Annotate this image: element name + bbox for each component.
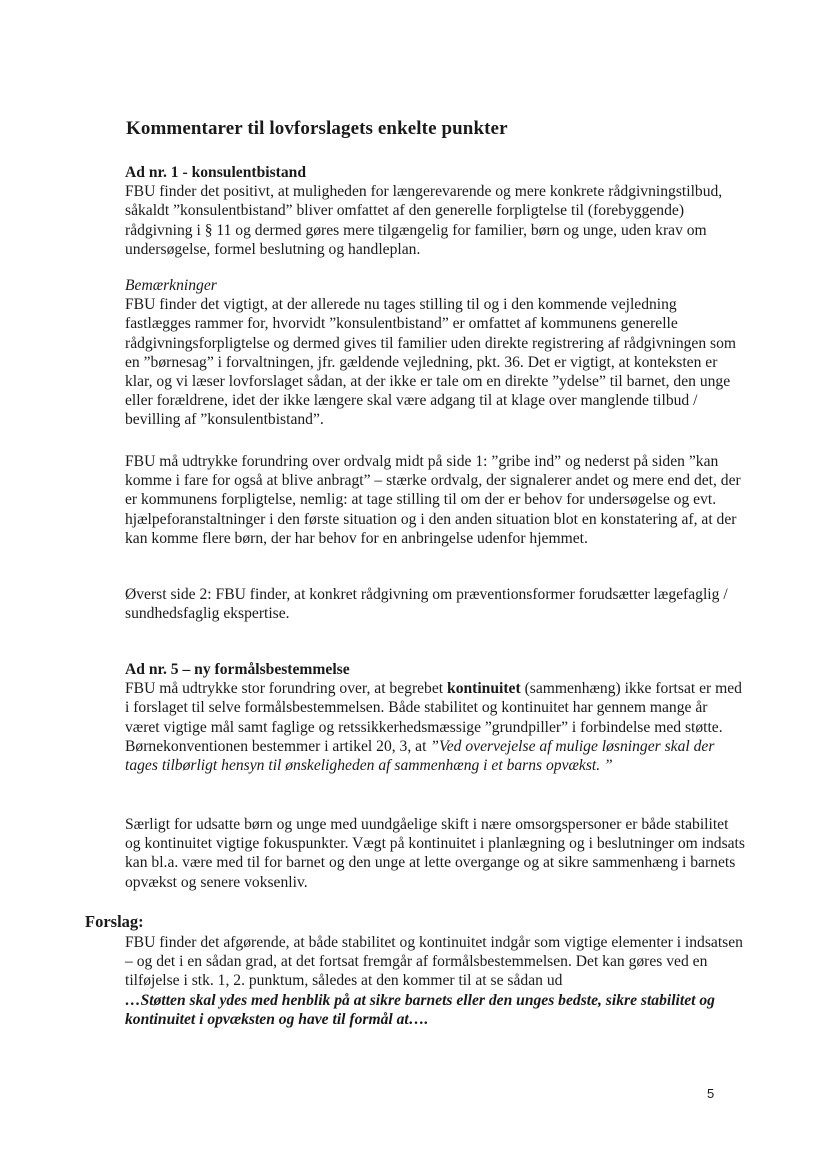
paragraph: Særligt for udsatte børn og unge med uundgåelige skift i nære omsorgspersoner er både stabilitet og kontinuitet vigtige fokuspunkter. Vægt på kontinuitet i planlægning og i beslutninger om indsats kan bl.a. være med til for barnet og den unge at lette overgange og at sikre sammenhæng i barnets opvækst og senere voksenliv. bbox=[125, 816, 745, 891]
emphasis-kontinuitet: kontinuitet bbox=[447, 680, 521, 698]
section-heading: Ad nr. 5 – ny formålsbestemmelse bbox=[125, 661, 350, 678]
stability-block bbox=[125, 815, 745, 892]
text-run: Børnekonventionen bestemmer i artikel 20, 3, at bbox=[125, 737, 431, 755]
remarks-block bbox=[125, 276, 745, 430]
text-run: FBU må udtrykke stor forundring over, at begrebet bbox=[125, 680, 448, 698]
paragraph bbox=[125, 737, 745, 775]
page2-block bbox=[125, 585, 745, 623]
proposal-quote: …Støtten skal ydes med henblik på at sikre barnets eller den unges bedste, sikre stabilitet og kontinuitet i opvæksten og have til formål at…. bbox=[125, 991, 715, 1028]
paragraph bbox=[125, 679, 745, 737]
proposal-heading: Forslag: bbox=[85, 912, 144, 931]
paragraph: Øverst side 2: FBU finder, at konkret rådgivning om præventionsformer forudsætter lægefaglig / sundhedsfaglig ekspertise. bbox=[125, 586, 728, 623]
paragraph: FBU finder det afgørende, at både stabilitet og kontinuitet indgår som vigtige elementer i indsatsen – og det i en sådan grad, at det fortsat fremgår af formålsbestemmelsen. Det kan gøres ved en tilføjelse i stk. 1, 2. punktum, således at den kommer til at se sådan ud bbox=[125, 934, 743, 990]
page-title: Kommentarer til lovforslagets enkelte punkter bbox=[126, 118, 508, 139]
paragraph: FBU må udtrykke forundring over ordvalg midt på side 1: ”gribe ind” og nederst på siden ”kan komme i fare for også at blive anbragt” – stærke ordvalg, der signalerer andet og mere end det, der er kommunens forpligtelse, nemlig: at tage stilling til om der er behov for undersøgelse og evt. hjælpeforanstaltninger i den første situation og i den anden situation blot en konstatering af, at der kan komme flere børn, der har behov for en anbringelse udenfor hjemmet. bbox=[125, 453, 741, 547]
paragraph: FBU finder det positivt, at muligheden for længerevarende og mere konkrete rådgivningstilbud, såkaldt ”konsulentbistand” bliver omfattet af den generelle forpligtelse til (forebyggende) rådgivning i § 11 og dermed gøres mere tilgængelig for familier, børn og unge, uden krav om undersøgelse, formel beslutning og handleplan. bbox=[125, 183, 723, 258]
section-formaalsbestemmelse bbox=[125, 660, 745, 775]
text-run: (sammenhæng) ikke fortsat er med i forslaget til selve formålsbestemmelsen. Både stabilitet og kontinuitet har gennem mange år været vigtige mål samt faglige og retssikkerhedsmæssige ”grundpiller” i forbindelse med støtte. bbox=[125, 680, 742, 736]
page-number: 5 bbox=[707, 1086, 715, 1101]
section-heading: Ad nr. 1 - konsulentbistand bbox=[125, 164, 306, 181]
convention-quote: ”Ved overvejelse af mulige løsninger skal der tages tilbørligt hensyn til ønskeligheden af sammenhæng i et barns opvækst. ” bbox=[125, 737, 715, 775]
section-konsulentbistand bbox=[125, 163, 745, 259]
remarks-label: Bemærkninger bbox=[125, 277, 217, 294]
paragraph: FBU finder det vigtigt, at der allerede nu tages stilling til og i den kommende vejledning fastlægges rammer for, hvorvidt ”konsulentbistand” er omfattet af kommunens generelle rådgivningsforpligtelse og dermed gives til familier uden direkte registrering af rådgivningen som en ”børnesag” i forvaltningen, jfr. gældende vejledning, pkt. 36. Det er vigtigt, at konteksten er klar, og vi læser lovforslaget sådan, at der ikke er tale om en direkte ”ydelse” til barnet, den unge eller forældrene, idet der ikke længere skal være adgang til at klage over manglende tilbud / bevilling af ”konsulentbistand”. bbox=[125, 296, 737, 429]
proposal-block bbox=[125, 933, 745, 1029]
wording-block bbox=[125, 452, 745, 548]
